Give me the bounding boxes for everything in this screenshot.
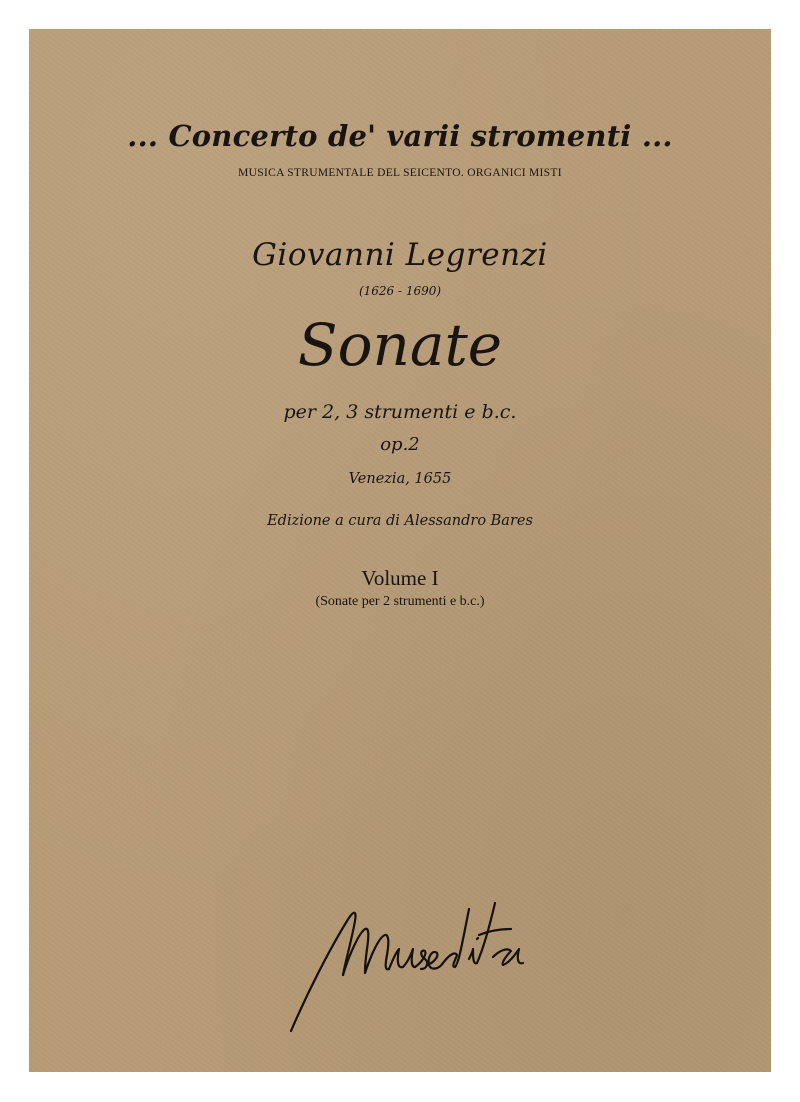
place-year: Venezia, 1655 (348, 471, 452, 487)
scoring: per 2, 3 strumenti e b.c. (283, 401, 517, 423)
editor-credit: Edizione a cura di Alessandro Bares (267, 513, 533, 529)
series-subtitle: MUSICA STRUMENTALE DEL SEICENTO. ORGANICI MISTI (238, 167, 562, 179)
volume-subtitle: (Sonate per 2 strumenti e b.c.) (315, 594, 485, 609)
publisher-logo (279, 859, 539, 1039)
composer-dates: (1626 - 1690) (358, 284, 442, 298)
volume-label: Volume I (361, 566, 439, 590)
cover-sheet (29, 29, 771, 1072)
composer-name: Giovanni Legrenzi (252, 237, 548, 273)
series-title: ... Concerto de' varii stromenti ... (127, 119, 673, 153)
work-title: Sonate (297, 311, 503, 379)
opus-number: op.2 (380, 434, 420, 455)
